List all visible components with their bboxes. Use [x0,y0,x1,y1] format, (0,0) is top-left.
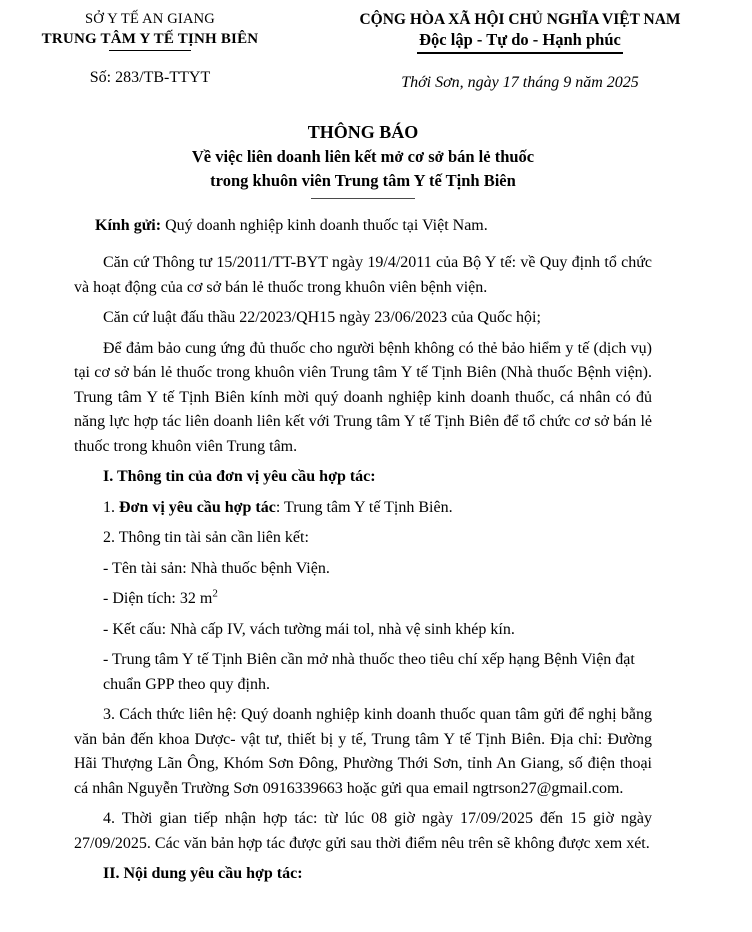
item-asset-area-superscript: 2 [212,587,218,600]
doc-subtitle-line1: Về việc liên doanh liên kết mở cơ sở bán lẻ thuốc [191,146,535,166]
doc-subtitle-line2: trong khuôn viên Trung tâm Y tế Tịnh Biên [210,170,516,190]
section-2-heading: II. Nội dung yêu cầu hợp tác: [103,865,303,882]
item-asset-info: 2. Thông tin tài sản cần liên kết: [103,529,309,546]
doc-number: Số: 283/TB-TTYT [89,69,211,86]
salutation [74,214,652,239]
document-body [0,119,752,887]
national-motto-wrap [320,29,720,54]
salutation-label: Kính gửi: [95,216,162,234]
place-date: Thới Sơn, ngày 17 tháng 9 năm 2025 [401,74,639,91]
item-asset-name: - Tên tài sản: Nhà thuốc bệnh Viện. [103,559,330,577]
national-title: CỘNG HÒA XÃ HỘI CHỦ NGHĨA VIỆT NAM [359,11,681,28]
title-block [74,119,652,199]
item-requesting-unit-value: : Trung tâm Y tế Tịnh Biên. [275,498,453,516]
salutation-text: Quý doanh nghiệp kinh doanh thuốc tại Việt Nam. [161,216,488,234]
item-requesting-unit [103,496,652,521]
section-1-heading: I. Thông tin của đơn vị yêu cầu hợp tác: [103,468,376,485]
item-asset-requirement: - Trung tâm Y tế Tịnh Biên cần mở nhà thuốc theo tiêu chí xếp hạng Bệnh Viện đạt chuẩn GPP theo quy định. [103,651,635,693]
paragraph-purpose: Để đảm bảo cung ứng đủ thuốc cho người bệnh không có thẻ bảo hiểm y tế (dịch vụ) tại cơ sở bán lẻ thuốc trong khuôn viên Trung tâm Y tế Tịnh Biên (Nhà thuốc Bệnh viện). Trung tâm Y tế Tịnh Biên kính mời quý doanh nghiệp kinh doanh thuốc, cá nhân có đủ năng lực hợp tác liên doanh liên kết với Trung tâm Y tế Tịnh Biên để tổ chức cơ sở bán lẻ thuốc trong khuôn viên Trung tâm. [74,339,652,455]
header-right-column [320,10,720,96]
org-department: SỞ Y TẾ AN GIANG [85,11,215,27]
item-asset-structure: - Kết cấu: Nhà cấp IV, vách tường mái tol, nhà vệ sinh khép kín. [103,620,515,638]
org-name: TRUNG TÂM Y TẾ TỊNH BIÊN [41,31,259,47]
header-left-column [0,10,300,96]
document-header [0,10,752,96]
national-motto: Độc lập - Tự do - Hạnh phúc [417,29,623,54]
item-asset-area [103,587,652,612]
paragraph-contact: 3. Cách thức liên hệ: Quý doanh nghiệp kinh doanh thuốc quan tâm gửi để nghị bằng văn bản đến khoa Dược- vật tư, thiết bị y tế, Trung tâm Y tế Tịnh Biên. Địa chỉ: Đường Hãi Thượng Lãn Ông, Khóm Sơn Đông, Phường Thới Sơn, tỉnh An Giang, số điện thoại cá nhân Nguyễn Trường Sơn 0916339663 hoặc gửi qua email ngtrson27@gmail.com. [74,706,652,797]
doc-title: THÔNG BÁO [307,121,419,142]
org-name-underline [109,50,191,51]
paragraph-legal-basis-2: Căn cứ luật đấu thầu 22/2023/QH15 ngày 23/06/2023 của Quốc hội; [103,309,541,326]
paragraph-legal-basis-1: Căn cứ Thông tư 15/2011/TT-BYT ngày 19/4/2011 của Bộ Y tế: về Quy định tổ chức và hoạt động của cơ sở bán lẻ thuốc trong khuôn viên bệnh viện. [74,254,652,296]
item-requesting-unit-prefix: 1. [103,498,119,516]
item-asset-area-label: - Diện tích: 32 m [103,590,213,607]
item-requesting-unit-label: Đơn vị yêu cầu hợp tác [119,498,276,516]
paragraph-deadline: 4. Thời gian tiếp nhận hợp tác: từ lúc 08 giờ ngày 17/09/2025 đến 15 giờ ngày 27/09/2025. Các văn bản hợp tác được gửi sau thời điểm nêu trên sẽ không được xem xét. [74,810,652,852]
title-rule [311,198,415,199]
